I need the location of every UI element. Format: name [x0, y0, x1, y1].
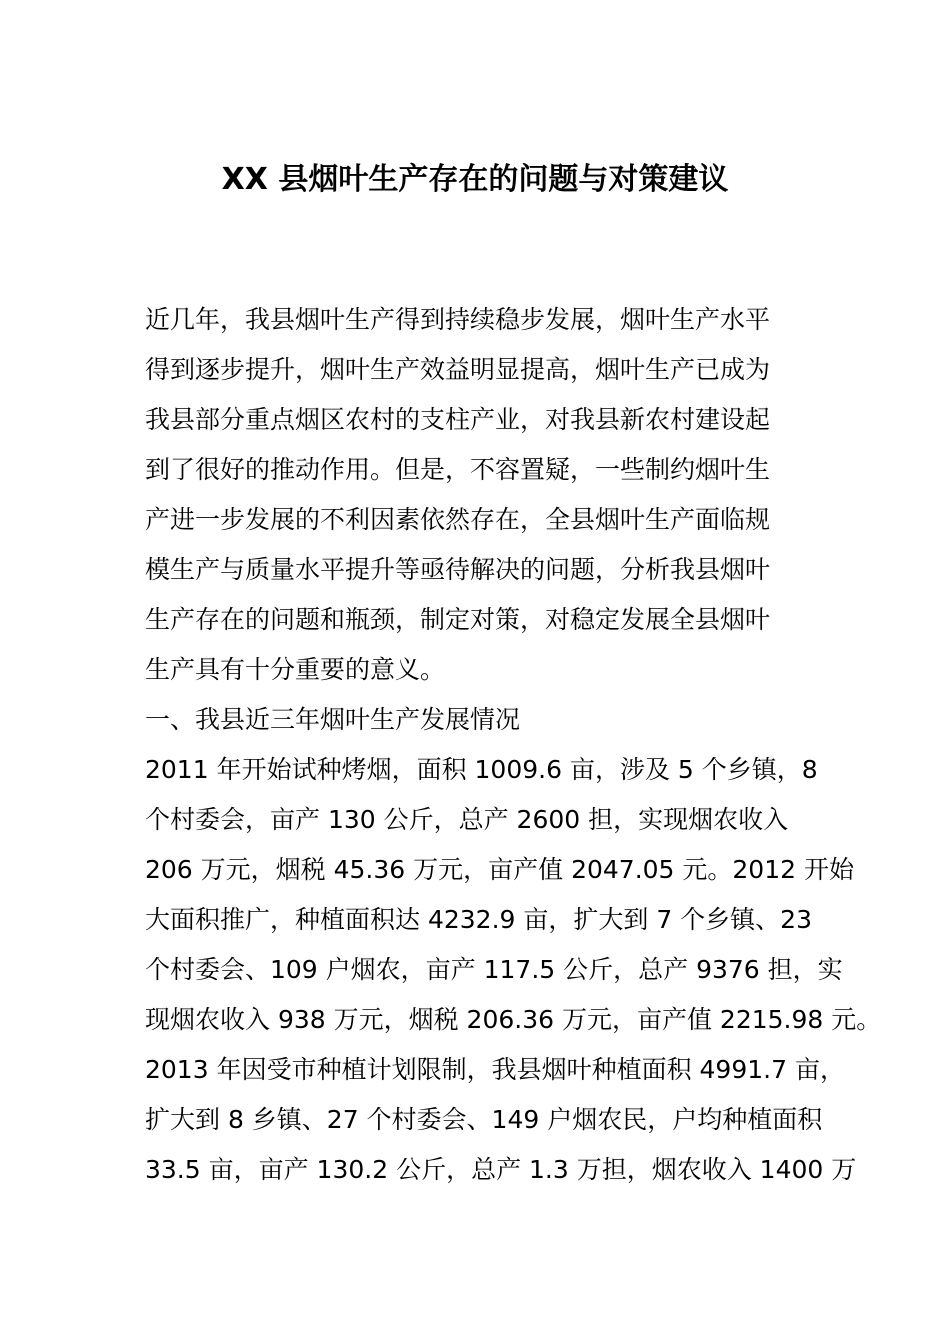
paragraph-line: 模生产与质量水平提升等亟待解决的问题，分析我县烟叶 — [145, 555, 771, 584]
paragraph-line: 到了很好的推动作用。但是，不容置疑，一些制约烟叶生 — [145, 455, 771, 484]
paragraph-line: 产进一步发展的不利因素依然存在，全县烟叶生产面临规 — [145, 505, 771, 534]
section-heading: 一、我县近三年烟叶生产发展情况 — [145, 705, 521, 734]
document-title: XX 县烟叶生产存在的问题与对策建议 — [221, 162, 729, 197]
paragraph-line: 2013 年因受市种植计划限制，我县烟叶种植面积 4991.7 亩， — [145, 1055, 845, 1084]
paragraph-line: 得到逐步提升，烟叶生产效益明显提高，烟叶生产已成为 — [145, 355, 771, 384]
document-body — [145, 295, 882, 1195]
paragraph-line: 现烟农收入 938 万元，烟税 206.36 万元，亩产值 2215.98 元。 — [145, 1005, 882, 1034]
paragraph-line: 大面积推广，种植面积达 4232.9 亩，扩大到 7 个乡镇、23 — [145, 905, 812, 934]
paragraph-line: 2011 年开始试种烤烟，面积 1009.6 亩，涉及 5 个乡镇，8 — [145, 755, 818, 784]
paragraph-line: 扩大到 8 乡镇、27 个村委会、149 户烟农民，户均种植面积 — [145, 1105, 823, 1134]
paragraph-line: 206 万元，烟税 45.36 万元，亩产值 2047.05 元。2012 开始 — [145, 855, 854, 884]
paragraph-line: 个村委会、109 户烟农，亩产 117.5 公斤，总产 9376 担，实 — [145, 955, 843, 984]
paragraph-line: 我县部分重点烟区农村的支柱产业，对我县新农村建设起 — [145, 405, 771, 434]
paragraph-line: 生产存在的问题和瓶颈，制定对策，对稳定发展全县烟叶 — [145, 605, 771, 634]
paragraph-line: 个村委会，亩产 130 公斤，总产 2600 担，实现烟农收入 — [145, 805, 789, 834]
paragraph-line: 近几年，我县烟叶生产得到持续稳步发展，烟叶生产水平 — [145, 305, 771, 334]
paragraph-line: 33.5 亩，亩产 130.2 公斤，总产 1.3 万担，烟农收入 1400 万 — [145, 1155, 857, 1184]
paragraph-line: 生产具有十分重要的意义。 — [145, 655, 446, 684]
